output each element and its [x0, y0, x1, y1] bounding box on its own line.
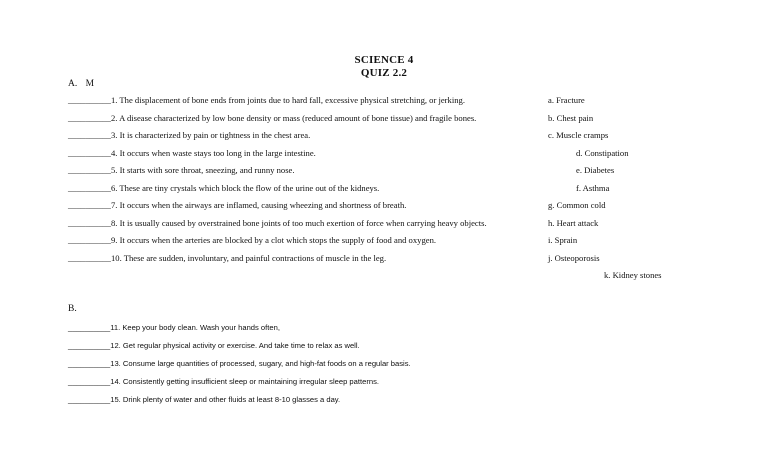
- question-5: __________5. It starts with sore throat, sneezing, and runny nose.: [68, 165, 295, 175]
- part-a-letter: A.: [68, 79, 78, 89]
- question-10: __________10. These are sudden, involuntary, and painful contractions of muscle in the leg.: [68, 253, 387, 263]
- option-g: g. Common cold: [548, 200, 606, 210]
- option-b: b. Chest pain: [548, 113, 594, 123]
- question-12: __________12. Get regular physical activity or exercise. And take time to relax as well.: [68, 341, 360, 350]
- question-6: __________6. These are tiny crystals which block the flow of the urine out of the kidneys.: [68, 183, 380, 193]
- question-2: __________2. A disease characterized by low bone density or mass (reduced amount of bone tissue) and fragile bones.: [68, 113, 477, 123]
- document-title: SCIENCE 4: [354, 54, 414, 66]
- question-14: __________14. Consistently getting insufficient sleep or maintaining irregular sleep patterns.: [68, 377, 379, 386]
- question-13: __________13. Consume large quantities of processed, sugary, and high-fat foods on a regular basis.: [68, 359, 411, 368]
- question-15: __________15. Drink plenty of water and other fluids at least 8-10 glasses a day.: [68, 395, 341, 404]
- option-j: j. Osteoporosis: [548, 253, 600, 263]
- option-d: d. Constipation: [576, 148, 629, 158]
- option-f: f. Asthma: [576, 183, 610, 193]
- part-a-extra: M: [85, 79, 95, 89]
- option-a: a. Fracture: [548, 95, 585, 105]
- option-i: i. Sprain: [548, 235, 578, 245]
- question-7: __________7. It occurs when the airways are inflamed, causing wheezing and shortness of breath.: [68, 200, 407, 210]
- document-subtitle: QUIZ 2.2: [360, 67, 408, 79]
- question-11: __________11. Keep your body clean. Wash your hands often,: [68, 323, 280, 332]
- part-b-label: B.: [68, 304, 77, 314]
- part-a-label: [68, 79, 94, 89]
- option-h: h. Heart attack: [548, 218, 599, 228]
- option-c: c. Muscle cramps: [548, 130, 609, 140]
- question-8: __________8. It is usually caused by overstrained bone joints of too much exertion of force when carrying heavy objects.: [68, 218, 487, 228]
- question-3: __________3. It is characterized by pain or tightness in the chest area.: [68, 130, 311, 140]
- question-1: __________1. The displacement of bone ends from joints due to hard fall, excessive physical stretching, or jerking.: [68, 95, 465, 105]
- question-4: __________4. It occurs when waste stays too long in the large intestine.: [68, 148, 316, 158]
- option-e: e. Diabetes: [576, 165, 615, 175]
- question-9: __________9. It occurs when the arteries are blocked by a clot which stops the supply of food and oxygen.: [68, 235, 437, 245]
- option-k: k. Kidney stones: [604, 270, 662, 280]
